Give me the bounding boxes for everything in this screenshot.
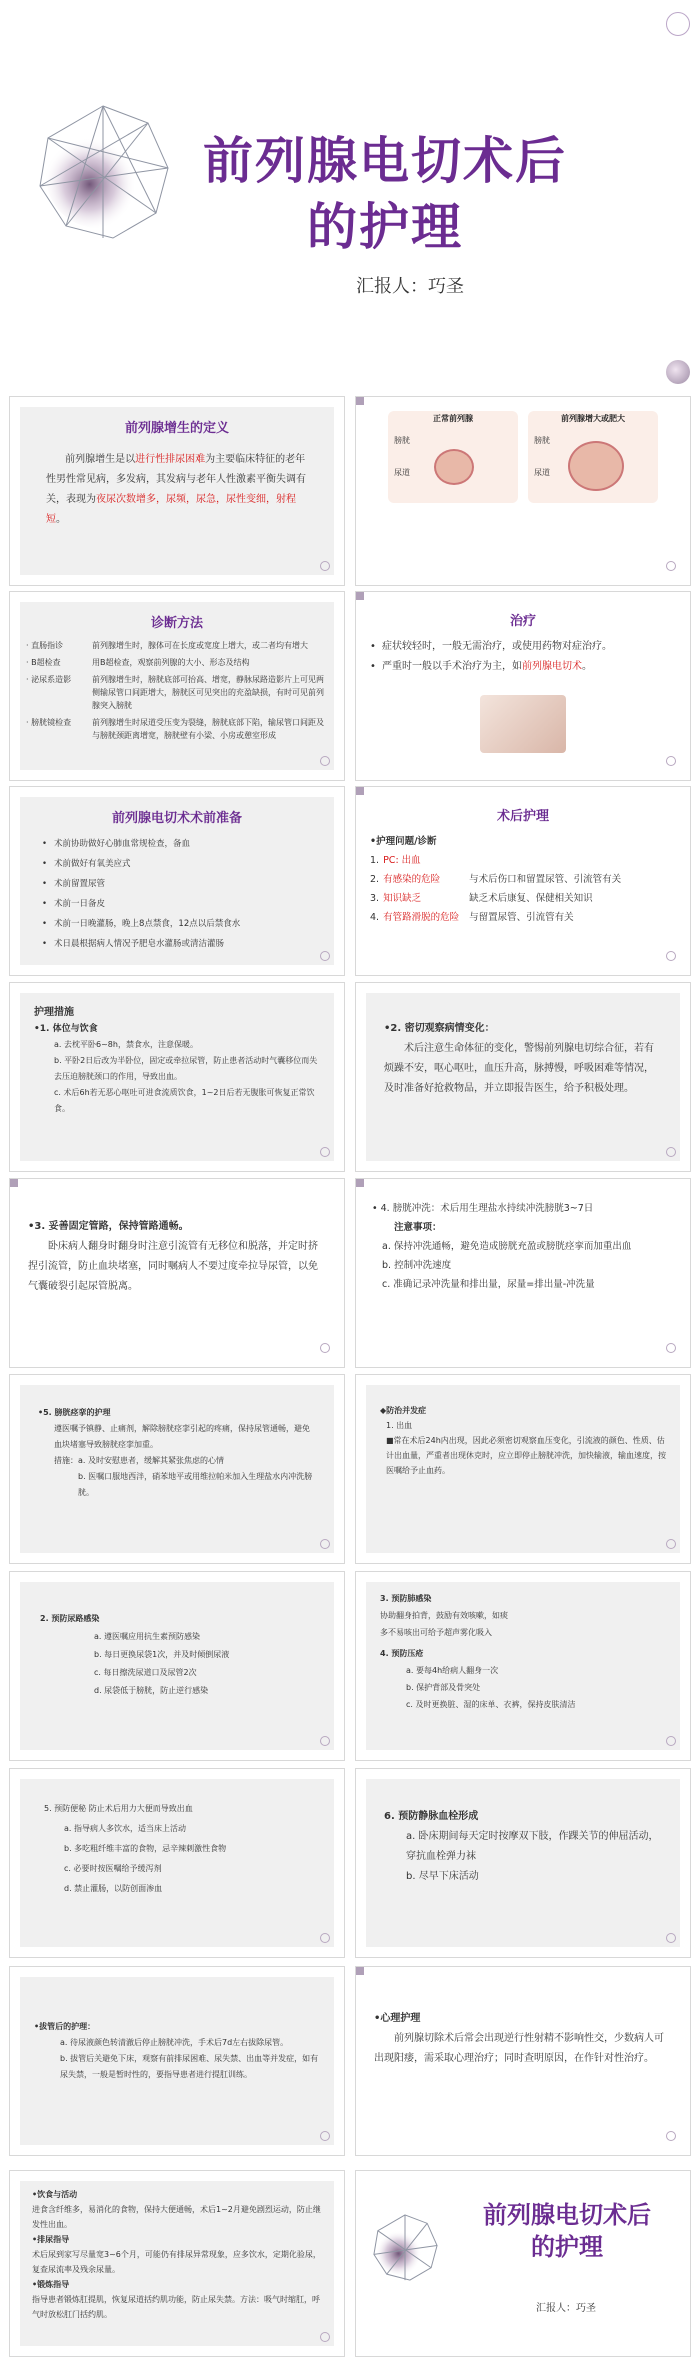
- list-item: b. 控制冲洗速度: [382, 1260, 452, 1271]
- slide-panel: [20, 602, 334, 770]
- slide-post-extubation: [9, 1966, 345, 2156]
- list-item: b. 医嘱口服地西泮，硝苯地平或用维拉帕米加入生理盐水内冲洗膀胱。: [78, 1472, 313, 1497]
- section-title: 5. 预防便秘 防止术后用力大便而导致出血: [44, 1804, 193, 1813]
- section-title: •5. 膀胱痉挛的护理: [38, 1408, 111, 1417]
- list-item: c. 必要时按医嘱给予缓泻剂: [64, 1864, 162, 1873]
- list-item: a. 指导病人多饮水，适当床上活动: [64, 1824, 186, 1833]
- slide-catheter: [9, 1178, 345, 1368]
- list-item: 协助翻身拍背，鼓励有效咳嗽，如痰: [380, 1611, 508, 1620]
- item-text: 术前留置尿管: [54, 879, 106, 889]
- slide-definition: [9, 396, 345, 586]
- section-title: •排尿指导: [32, 2235, 70, 2244]
- slide-panel: [20, 1385, 334, 1553]
- list-item: [26, 656, 328, 669]
- item-text: 与留置尿管、引流管有关: [469, 912, 574, 923]
- closing-title-line1: 前列腺电切术后: [483, 2201, 651, 2229]
- slide-constipation: [9, 1768, 345, 1958]
- section-text: ■常在术后24h内出现，因此必须密切观察血压变化，引流液的颜色、性质、估计出血量，严重者出现休克时，应立即停止膀胱冲洗，加快输液，输血速度，按医嘱给予止血药。: [386, 1436, 666, 1475]
- ornament-ball-icon: [666, 1933, 676, 1943]
- item-text: 。: [582, 661, 592, 672]
- section-title: •锻炼指导: [32, 2280, 70, 2289]
- list-item: b. 平卧2日后改为半卧位，固定或牵拉尿管，防止患者活动时气囊移位而失去压迫膀胱颈口的作用，导致出血。: [54, 1056, 318, 1081]
- section-title: •3. 妥善固定管路，保持管路通畅。: [28, 1221, 189, 1232]
- section-title: 2. 预防尿路感染: [40, 1614, 100, 1623]
- slide-title: 前列腺增生的定义: [124, 421, 229, 436]
- item-text: 术前一日晚灌肠，晚上8点禁食，12点以后禁食水: [54, 919, 241, 929]
- ornament-ball-icon: [666, 1736, 676, 1746]
- highlight-text: 知识缺乏: [383, 893, 422, 904]
- list-item: d. 禁止灌肠，以防创面渗血: [64, 1884, 163, 1893]
- slide-panel: [20, 1779, 334, 1947]
- irrigation-content: [356, 1179, 690, 1314]
- list-item: • 术前一日晚灌肠，晚上8点禁食，12点以后禁食水: [42, 914, 312, 934]
- constipation-content: [20, 1779, 334, 1919]
- slide-postop-care: [355, 786, 691, 976]
- slide-title: 前列腺电切术术前准备: [111, 811, 242, 826]
- list-item: • 严重时一般以手术治疗为主，如前列腺电切术。: [370, 661, 592, 672]
- list-item: b. 尽早下床活动: [406, 1871, 479, 1882]
- list-item: a. 卧床期间每天定时按摩双下肢，作踝关节的伸屈活动，穿抗血栓弹力袜: [406, 1831, 659, 1862]
- corner-marker: [356, 1967, 364, 1975]
- list-item: a. 保持冲洗通畅，避免造成膀胱充盈或膀胱痉挛而加重出血: [382, 1241, 632, 1252]
- cover-title: [170, 128, 600, 260]
- item-text: 与术后伤口和留置尿管、引流管有关: [469, 874, 622, 885]
- ornament-ball-icon: [666, 360, 690, 384]
- highlight-text: 前列腺电切术: [522, 661, 582, 672]
- discharge-content: [20, 2181, 334, 2328]
- item-text: 严重时一般以手术治疗为主，如: [382, 661, 522, 672]
- slide-panel: [20, 407, 334, 575]
- section-title: •饮食与活动: [32, 2190, 78, 2199]
- closing-reporter: 汇报人：巧圣: [536, 2303, 596, 2314]
- definition-text: [20, 436, 334, 544]
- anatomy-label: 膀胱: [394, 436, 410, 445]
- ornament-ball-icon: [320, 1736, 330, 1746]
- item-text: 术前做好有氧美应式: [54, 859, 131, 869]
- list-item: [26, 673, 328, 712]
- treatment-list: [356, 629, 690, 685]
- slide-bladder-irrigation: [355, 1178, 691, 1368]
- slide-panel: [20, 797, 334, 965]
- image-caption: 前列腺增大或肥大: [561, 414, 625, 423]
- item-number: 4.: [370, 912, 380, 923]
- section-text: 前列腺切除术后常会出现逆行性射精不影响性交，少数病人可出现阳痿，需采取心理治疗；同时查明原因，在作针对性治疗。: [374, 2033, 664, 2064]
- list-item: a. 待尿液颜色转清澈后停止膀胱冲洗，手术后7d左右拔除尿管。: [60, 2038, 289, 2047]
- list-item: 措施：a. 及时安慰患者，缓解其紧张焦虑的心情: [54, 1456, 224, 1465]
- section-text: 指导患者锻炼肛提肌，恢复尿道括约肌功能，防止尿失禁。方法：吸气时缩肛，呼气时放松肛门括约肌。: [32, 2295, 320, 2319]
- item-value: 前列腺增生时，腺体可在长度或宽度上增大，或二者均有增大: [92, 641, 308, 650]
- diagnosis-problems: [356, 824, 690, 935]
- item-key: · 泌尿系造影: [26, 675, 72, 684]
- slide-title: 术后护理: [496, 809, 549, 824]
- list-item: c. 准确记录冲洗量和排出量，尿量=排出量-冲洗量: [382, 1279, 595, 1290]
- list-item: [26, 639, 328, 652]
- corner-marker: [356, 787, 364, 795]
- ornament-ball-icon: [666, 756, 676, 766]
- prostate-shape: [434, 449, 474, 485]
- slide-uti-prevention: [9, 1571, 345, 1761]
- list-item: c. 术后6h若无恶心呕吐可进食流质饮食，1~2日后若无腹胀可恢复正常饮食。: [54, 1088, 315, 1113]
- section-subtitle: •护理问题/诊断: [370, 836, 437, 847]
- list-item: • 术前一日备皮: [42, 894, 312, 914]
- list-item: [370, 851, 676, 870]
- section-text: 遵医嘱予镇静、止痛剂，解除膀胱痉挛引起的疼痛，保持尿管通畅，避免血块堵塞导致膀胱痉挛加重。: [54, 1424, 310, 1449]
- catheter-content: [10, 1179, 344, 1335]
- item-key: · 直肠指诊: [26, 641, 64, 650]
- slide-panel: [20, 1582, 334, 1750]
- list-item: [26, 716, 328, 742]
- item-key: · 膀胱镜检查: [26, 718, 72, 727]
- section-title: 3. 预防肺感染: [380, 1594, 432, 1603]
- list-item: [370, 870, 676, 889]
- corner-marker: [356, 1179, 364, 1187]
- polyhedron-ornament: [368, 2211, 442, 2285]
- ornament-ball-icon: [320, 1539, 330, 1549]
- section-text: 术后注意生命体征的变化，警惕前列腺电切综合征，若有烦躁不安，呕心呕吐，血压升高，脉搏慢，呼吸困难等情况，及时准备好抢救物品，并立即报告医生，给予积极处理。: [384, 1043, 654, 1094]
- slide-bladder-spasm: [9, 1374, 345, 1564]
- section-title: •心理护理: [374, 2013, 421, 2024]
- thrombosis-content: [366, 1779, 680, 1915]
- slide-title: 诊断方法: [150, 616, 203, 631]
- section-title: • 4. 膀胱冲洗：术后用生理盐水持续冲洗膀胱3~7日: [372, 1203, 594, 1214]
- item-text: 症状较轻时，一般无需治疗，或使用药物对症治疗。: [382, 641, 612, 652]
- ornament-ball-icon: [320, 1343, 330, 1353]
- slide-complications: [355, 1374, 691, 1564]
- slide-panel: [20, 993, 334, 1161]
- list-item: • 术前留置尿管: [42, 874, 312, 894]
- highlight-text: 有感染的危险: [383, 874, 441, 885]
- item-value: 前列腺增生时尿道受压变为裂缝，膀胱底部下陷，输尿管口间距及与膀胱颈距离增宽，膀胱壁有小梁、小房或憩室形成: [92, 718, 324, 740]
- image-caption: 正常前列腺: [433, 414, 473, 423]
- corner-marker: [356, 397, 364, 405]
- slide-discharge: [9, 2170, 345, 2357]
- anatomy-images: [356, 411, 690, 503]
- prostate-shape: [568, 441, 624, 491]
- item-text: 术日晨根据病人情况予肥皂水灌肠或清洁灌肠: [54, 939, 225, 949]
- section-text: 术后尿到家写尽量宽3~6个月，可能仍有排尿异常现象，应多饮水，定期化验尿，复查尿流率及残余尿量。: [32, 2250, 321, 2274]
- item-key: · B超检查: [26, 658, 61, 667]
- closing-title-line2: 的护理: [531, 2233, 603, 2261]
- section-subtitle: 4. 预防压疮: [380, 1649, 424, 1658]
- list-item: a. 去枕平卧6~8h，禁食水，注意保暖。: [54, 1040, 198, 1049]
- psychological-content: [356, 1967, 690, 2111]
- item-number: 3.: [370, 893, 380, 904]
- slide-thrombosis: [355, 1768, 691, 1958]
- list-item: • 术前做好有氧美应式: [42, 854, 312, 874]
- list-item: a. 要每4h给病人翻身一次: [406, 1666, 499, 1675]
- uti-content: [20, 1582, 334, 1728]
- slide-treatment: [355, 591, 691, 781]
- corner-marker: [10, 1179, 18, 1187]
- diagnosis-list: [20, 631, 334, 754]
- section-subtitle: 注意事项：: [394, 1222, 442, 1233]
- corner-marker: [356, 592, 364, 600]
- list-item: d. 尿袋低于膀胱，防止逆行感染: [94, 1686, 209, 1695]
- highlight-text: 有管路滑脱的危险: [383, 912, 460, 923]
- list-item: b. 保护背部及骨突处: [406, 1683, 481, 1692]
- preop-list: [20, 826, 334, 962]
- polyhedron-ornament: [28, 98, 178, 248]
- list-item: a. 遵医嘱应用抗生素预防感染: [94, 1632, 200, 1641]
- closing-slide: [355, 2170, 691, 2357]
- anatomy-label: 尿道: [534, 468, 550, 477]
- list-item: b. 多吃粗纤维丰富的食物，忌辛辣刺激性食物: [64, 1844, 227, 1853]
- item-number: 2.: [370, 874, 380, 885]
- text-segment: 前列腺增生是以: [65, 454, 136, 465]
- slide-anatomy: [355, 396, 691, 586]
- cover-reporter: 汇报人：巧圣: [356, 276, 464, 297]
- ornament-ball-icon: [320, 2131, 330, 2141]
- surgery-photo: [480, 695, 566, 753]
- list-item: c. 及时更换脏、湿的床单、衣裤，保持皮肤清洁: [406, 1700, 576, 1709]
- slide-panel: [20, 2181, 334, 2346]
- section-title: 6. 预防静脉血栓形成: [384, 1811, 479, 1822]
- item-text: 缺乏术后康复、保健相关知识: [469, 893, 593, 904]
- section-subtitle: •1. 体位与饮食: [34, 1024, 98, 1034]
- list-item: [370, 908, 676, 927]
- slide-nursing-measures: [9, 982, 345, 1172]
- slide-panel: [366, 993, 680, 1161]
- section-text: 卧床病人翻身时翻身时注意引流管有无移位和脱落，并定时挤捏引流管，防止血块堵塞，同时嘱病人不要过度牵拉导尿管，以免气囊破裂引起尿管脱离。: [28, 1241, 318, 1292]
- list-item: b. 拔管后关避免下床，观察有前排尿困难、尿失禁、出血等并发症，如有尿失禁，一般是暂时性的，要指导患者进行提肛训练。: [60, 2054, 319, 2079]
- ornament-ball-icon: [666, 1147, 676, 1157]
- list-item: [370, 889, 676, 908]
- list-item: • 症状较轻时，一般无需治疗，或使用药物对症治疗。: [370, 637, 676, 657]
- item-text: 术前一日备皮: [54, 899, 106, 909]
- highlight-text: 夜尿次数增多，尿频，尿急，尿性变细，射程短: [46, 494, 296, 525]
- list-item: • 术前协助做好心肺血常规检查，备血: [42, 834, 312, 854]
- ornament-ball-icon: [320, 1933, 330, 1943]
- item-value: 用B超检查，观察前列腺的大小、形态及结构: [92, 658, 250, 667]
- slide-panel: [366, 1582, 680, 1750]
- highlight-text: 进行性排尿困难: [135, 454, 206, 465]
- slide-psychological: [355, 1966, 691, 2156]
- complications-content: [366, 1385, 680, 1496]
- section-subtitle: 1. 出血: [386, 1421, 413, 1430]
- text-segment: 。: [56, 514, 66, 525]
- slide-title: 治疗: [509, 614, 536, 629]
- anatomy-label: 膀胱: [534, 436, 550, 445]
- ornament-ball-icon: [666, 561, 676, 571]
- section-title: •2. 密切观察病情变化：: [384, 1023, 495, 1034]
- enlarged-prostate-image: [528, 411, 658, 503]
- text-segment: 为主要临床特征的老年性男性常见病，多发病，其发病与老年人性激素平衡失调有关，表现为: [46, 454, 306, 505]
- ornament-ball-icon: [320, 951, 330, 961]
- list-item: 多不易咳出可给予超声雾化吸入: [380, 1628, 492, 1637]
- ornament-ball-icon: [666, 951, 676, 961]
- normal-prostate-image: [388, 411, 518, 503]
- slide-lung-pressure: [355, 1571, 691, 1761]
- cover-title-line2: 的护理: [307, 198, 463, 256]
- slide-observation: [355, 982, 691, 1172]
- item-value: 前列腺增生时，膀胱底部可抬高、增宽，静脉尿路造影片上可见两侧输尿管口间距增大，膀胱区可见突出的充盈缺损，有时可见前列腺突入膀胱: [92, 675, 324, 710]
- ornament-ball-icon: [666, 2131, 676, 2141]
- ornament-ball-icon: [320, 1147, 330, 1157]
- list-item: c. 每日擦洗尿道口及尿管2次: [94, 1668, 197, 1677]
- lung-content: [366, 1582, 680, 1721]
- ornament-ball-icon: [666, 1343, 676, 1353]
- section-title: 护理措施: [34, 1007, 74, 1018]
- ornament-ball-icon: [666, 1539, 676, 1549]
- spasm-content: [20, 1385, 334, 1521]
- list-item: • 术日晨根据病人情况予肥皂水灌肠或清洁灌肠: [42, 934, 312, 954]
- ornament-ball-icon: [320, 2332, 330, 2342]
- cover-slide: [0, 0, 700, 395]
- section-title: ◆防治并发症: [380, 1406, 427, 1415]
- slide-panel: [20, 1977, 334, 2145]
- section-text: 进食含纤维多，易消化的食物，保持大便通畅，术后1~2月避免剧烈运动，防止继发性出血。: [32, 2205, 321, 2229]
- measures-content: [20, 993, 334, 1129]
- cover-title-line1: 前列腺电切术后: [203, 132, 567, 190]
- observation-content: [366, 993, 680, 1125]
- ornament-ball-icon: [320, 561, 330, 571]
- closing-title: [452, 2199, 682, 2263]
- ornament-ball-icon: [320, 756, 330, 766]
- highlight-text: PC: 出血: [383, 855, 421, 866]
- item-text: 术前协助做好心肺血常规检查，备血: [54, 839, 191, 849]
- item-number: 1.: [370, 855, 380, 866]
- section-title: •拔管后的护理：: [34, 2022, 96, 2031]
- anatomy-label: 尿道: [394, 468, 410, 477]
- ornament-dot-icon: [666, 12, 690, 36]
- extubation-content: [20, 1977, 334, 2125]
- slide-preop: [9, 786, 345, 976]
- list-item: b. 每日更换尿袋1次，并及时倾倒尿液: [94, 1650, 230, 1659]
- slide-diagnosis: [9, 591, 345, 781]
- slide-panel: [366, 1385, 680, 1553]
- slide-panel: [366, 1779, 680, 1947]
